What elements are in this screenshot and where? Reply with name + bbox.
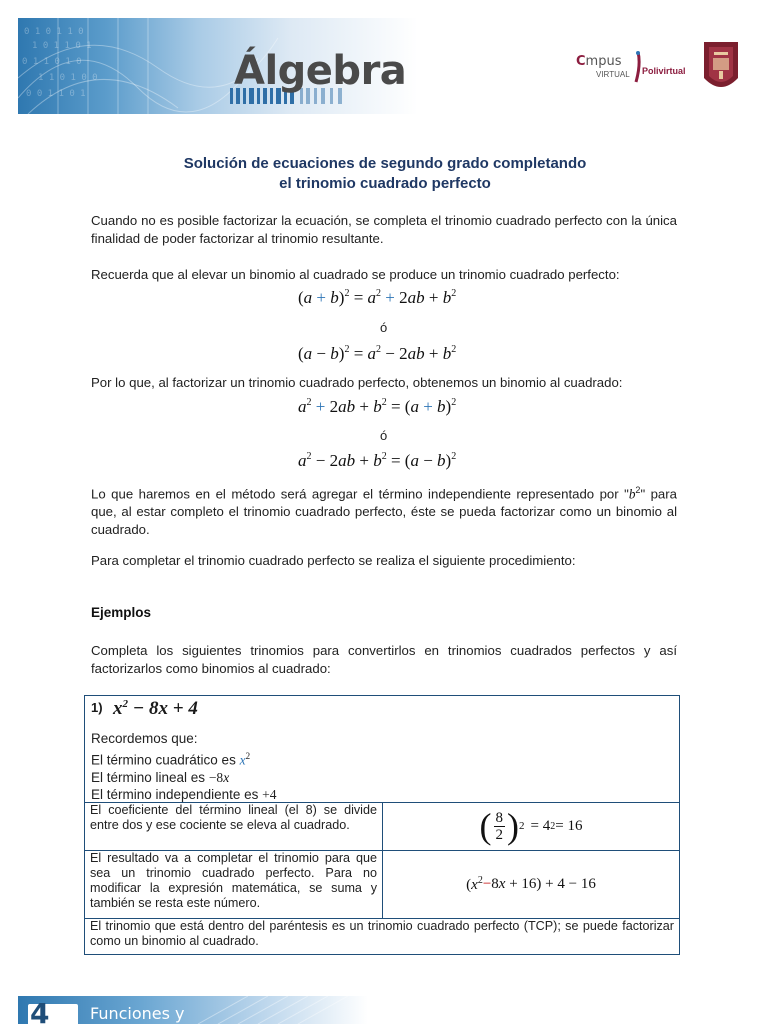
- independent-term-line: [91, 786, 277, 804]
- paragraph-procedure: Para completar el trinomio cuadrado perfecto se realiza el siguiente procedimiento:: [91, 553, 576, 568]
- example-1-table: [84, 695, 680, 955]
- page-header: [0, 0, 768, 120]
- svg-text:0 0 1 1 0 1: 0 0 1 1 0 1: [26, 89, 86, 99]
- algebra-banner: [18, 18, 418, 114]
- step-1-result-exponent: 2: [550, 820, 556, 832]
- svg-text:1 1 0 1 0 0: 1 1 0 1 0 0: [38, 73, 98, 83]
- independent-term-label: El término independiente es: [91, 787, 263, 802]
- fraction-denominator: 2: [495, 826, 504, 843]
- step-2-expr-rest: 8x + 16) + 4 − 16: [491, 875, 596, 892]
- svg-text:0 1 0 1 1 0: 0 1 0 1 1 0: [24, 27, 84, 37]
- recall-label: Recordemos que:: [91, 731, 198, 746]
- svg-text:1 0 1 1 0 1: 1 0 1 1 0 1: [32, 41, 92, 51]
- example-recall-block: [91, 730, 277, 804]
- linear-term-value: −8: [208, 769, 224, 785]
- method-b-exponent: 2: [635, 485, 641, 495]
- page-footer-banner: [18, 996, 368, 1024]
- paragraph-method: [91, 481, 677, 539]
- campus-logo-swoosh-icon: [632, 50, 642, 84]
- example-1-header: [85, 696, 679, 803]
- examples-heading: Ejemplos: [91, 605, 152, 620]
- step-1-result: = 4: [530, 817, 551, 834]
- paragraph-binomial: Recuerda que al elevar un binomio al cuadrado se produce un trinomio cuadrado perfecto:: [91, 267, 620, 282]
- title-line-1: Solución de ecuaciones de segundo grado completando: [183, 155, 587, 172]
- step-1-formula: [383, 802, 679, 850]
- svg-text:0 1 1 0 1 0: 0 1 1 0 1 0: [22, 57, 82, 67]
- campus-virtual-logo: [574, 48, 694, 88]
- footer-unit-title: Funciones y: [90, 1004, 185, 1023]
- fraction: [494, 810, 506, 843]
- campus-logo-text: mpus: [585, 54, 622, 69]
- method-text-b: " para que, al estar completo el trinomio cuadrado perfecto, éste se pueda factorizar como un binomio al cuadrado.: [91, 486, 677, 538]
- example-step-3-row: [85, 918, 679, 954]
- document-title: [90, 154, 680, 194]
- linear-term-variable: x: [223, 769, 230, 785]
- method-text-a: Lo que haremos en el método será agregar el término independiente representado por ": [91, 486, 629, 502]
- close-paren: ): [507, 806, 520, 846]
- step-2-expr-start: ($x^2$: [466, 874, 483, 893]
- paragraph-factorize: Por lo que, al factorizar un trinomio cuadrado perfecto, obtenemos un binomio al cuadrado:: [91, 375, 623, 390]
- fraction-exponent: 2: [519, 820, 525, 832]
- formula-square-difference: $(a - b)^2 = a^2 - 2ab + b^2$: [298, 344, 457, 363]
- or-separator-2: ó: [380, 428, 388, 443]
- quadratic-term-line: [91, 748, 277, 769]
- formula-factor-sum: $a^2 + 2ab + b^2 = (a + b)^2$: [298, 397, 457, 416]
- campus-logo-virtual: VIRTUAL: [596, 70, 630, 79]
- banner-title: Álgebra: [234, 48, 407, 94]
- campus-logo-word: [576, 54, 621, 69]
- quadratic-term-exponent: 2: [245, 750, 251, 761]
- step-1-description: El coeficiente del término lineal (el 8) se divide entre dos y ese cociente se eleva al cuadrado.: [85, 802, 383, 850]
- step-2-formula: [383, 850, 679, 918]
- or-separator-1: ó: [380, 320, 388, 335]
- formula-square-sum: $(a + b)^2 = a^2 + 2ab + b^2$: [298, 288, 457, 307]
- example-polynomial: $x^2 - 8x + 4$: [113, 698, 198, 719]
- footer-unit-number: 4: [30, 997, 50, 1024]
- step-3-description: El trinomio que está dentro del paréntesis es un trinomio cuadrado perfecto (TCP); se puede factorizar como un binomio al cuadrado.: [90, 919, 674, 948]
- example-number: 1): [91, 700, 103, 715]
- independent-term-value: +4: [262, 787, 277, 802]
- example-step-1-row: [85, 802, 679, 851]
- step-1-result-tail: = 16: [555, 817, 583, 834]
- method-b-variable: b: [628, 486, 636, 502]
- fraction-numerator: 8: [495, 809, 504, 826]
- title-line-2: el trinomio cuadrado perfecto: [279, 175, 491, 192]
- campus-logo-c: C: [576, 54, 586, 69]
- quadratic-term-variable: x: [239, 752, 246, 767]
- paragraph-intro: Cuando no es posible factorizar la ecuación, se completa el trinomio cuadrado perfecto con la única finalidad de poder factorizar al trinomio resultante.: [91, 213, 677, 246]
- paragraph-examples-instruction: Completa los siguientes trinomios para convertirlos en trinomios cuadrados perfectos y así factorizarlos como binomios al cuadrado:: [91, 643, 677, 676]
- ipn-seal-icon: [700, 38, 742, 96]
- linear-term-line: [91, 769, 277, 787]
- step-2-description: El resultado va a completar el trinomio para que sea un trinomio cuadrado perfecto. Para no modificar la expresión matemática, se suma y también se resta este número.: [85, 850, 383, 918]
- quadratic-term-label: El término cuadrático es: [91, 752, 240, 767]
- open-paren: (: [479, 806, 492, 846]
- step-2-minus-sign: −: [482, 875, 492, 892]
- example-step-2-row: [85, 850, 679, 919]
- linear-term-label: El término lineal es: [91, 769, 209, 785]
- polivirtual-label: Polivirtual: [642, 66, 686, 76]
- formula-factor-difference: $a^2 - 2ab + b^2 = (a - b)^2$: [298, 451, 457, 470]
